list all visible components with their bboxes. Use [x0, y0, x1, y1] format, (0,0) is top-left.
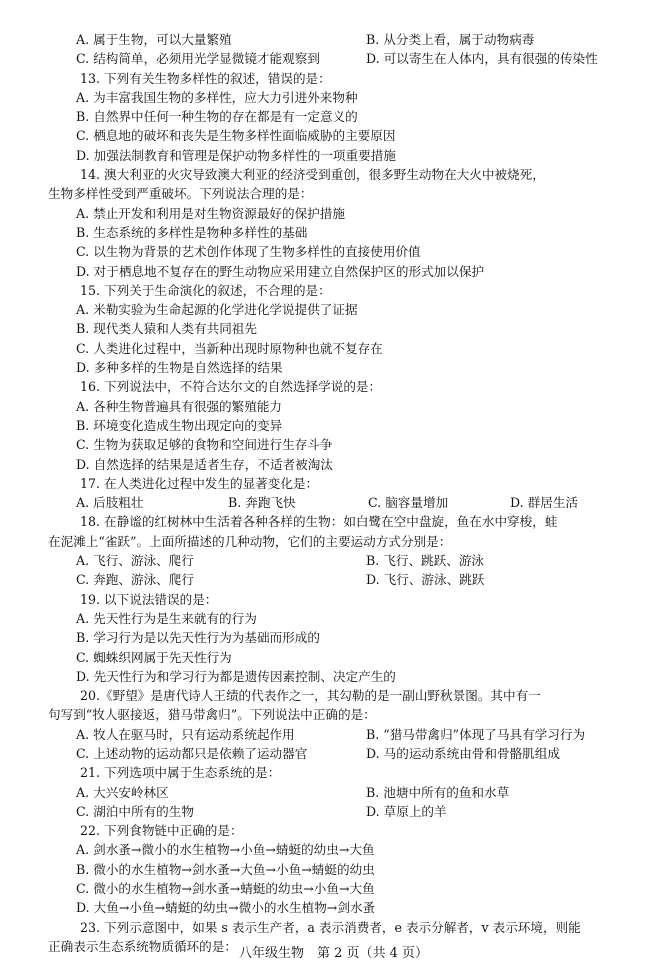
option: B. 微小的水生植物→剑水蚤→大鱼→小鱼→蜻蜓的幼虫 [76, 861, 375, 877]
option: A. 大兴安岭林区 [76, 784, 169, 800]
option: D. 大鱼→小鱼→蜻蜓的幼虫→微小的水生植物→剑水蚤 [76, 900, 376, 916]
option-row [48, 30, 638, 49]
question-18-cont: 在泥滩上“雀跃”。上面所描述的几种动物，它们的主要运动方式分别是： [48, 533, 452, 549]
option: C. 栖息地的破坏和丧失是生物多样性面临威胁的主要原因 [76, 128, 396, 144]
question-14: 14. 澳大利亚的火灾导致澳大利亚的经济受到重创，很多野生动物在大火中被烧死， [80, 167, 545, 183]
option: A. 飞行、游泳、爬行 [76, 553, 194, 569]
question-23: 23. 下列示意图中，如果 s 表示生产者，a 表示消费者，e 表示分解者，v 表示环境，则能 [80, 919, 581, 935]
question-17: 17. 在人类进化过程中发生的显著变化是： [80, 475, 319, 491]
question-19: 19. 以下说法错误的是： [80, 591, 218, 607]
question-15: 15. 下列关于生命演化的叙述，不合理的是： [80, 282, 331, 298]
question-18: 18. 在静谧的红树林中生活着各种各样的生物：如白鹭在空中盘旋，鱼在水中穿梭，蛙 [80, 514, 558, 530]
option: C. 微小的水生植物→剑水蚤→蜻蜓的幼虫→小鱼→大鱼 [76, 881, 375, 897]
option: B. 奔跑飞快 [228, 495, 296, 511]
option: D. 对于栖息地不复存在的野生动物应采用建立自然保护区的形式加以保护 [76, 263, 485, 279]
option: D. 飞行、游泳、跳跃 [366, 572, 485, 588]
option: A. 先天性行为是生来就有的行为 [76, 610, 257, 626]
option: B. “猎马带禽归”体现了马具有学习行为 [366, 726, 586, 742]
option: A. 禁止开发和利用是对生物资源最好的保护措施 [76, 205, 345, 221]
option: D. 多种多样的生物是自然选择的结果 [76, 360, 283, 376]
option: A. 剑水蚤→微小的水生植物→小鱼→蜻蜓的幼虫→大鱼 [76, 842, 375, 858]
option: B. 从分类上看，属于动物病毒 [366, 32, 535, 47]
option: C. 结构简单，必须用光学显微镜才能观察到 [76, 51, 320, 67]
option: D. 自然选择的结果是适者生存，不适者被淘汰 [76, 456, 333, 472]
question-22: 22. 下列食物链中正确的是： [80, 823, 243, 839]
option: B. 自然界中任何一种生物的存在都是有一定意义的 [76, 109, 358, 125]
exam-page [48, 30, 638, 956]
option-row [48, 725, 638, 744]
option: D. 加强法制教育和管理是保护动物多样性的一项重要措施 [76, 147, 396, 163]
question-20-cont: 句写到“牧人驱接返，猎马带禽归”。下列说法中正确的是： [48, 707, 376, 723]
option: C. 人类进化过程中，当新种出现时原物种也就不复存在 [76, 340, 383, 356]
option-row [48, 49, 638, 68]
option: B. 生态系统的多样性是物种多样性的基础 [76, 224, 308, 240]
page-footer: 八年级生物 第 2 页（共 4 页） [238, 946, 429, 961]
question-23-cont: 正确表示生态系统物质循环的是： [48, 938, 237, 954]
option: C. 上述动物的运动都只是依赖了运动器官 [76, 745, 308, 761]
option-row [48, 802, 638, 821]
option: B. 现代类人猿和人类有共同祖先 [76, 321, 257, 337]
option: C. 奔跑、游泳、爬行 [76, 572, 194, 588]
option: C. 脑容量增加 [368, 495, 449, 511]
option: A. 牧人在驱马时，只有运动系统起作用 [76, 726, 295, 742]
option: B. 池塘中所有的鱼和水草 [366, 784, 510, 800]
option-row [48, 570, 638, 589]
question-21: 21. 下列选项中属于生态系统的是： [80, 765, 281, 781]
question-14-cont: 生物多样性受到严重破坏。下列说法合理的是： [48, 186, 313, 202]
option: C. 蜘蛛织网属于先天性行为 [76, 649, 232, 665]
option: A. 属于生物，可以大量繁殖 [76, 32, 232, 47]
option: A. 米勒实验为生命起源的化学进化学说提供了证据 [76, 302, 358, 318]
option-row [48, 493, 638, 512]
option-row [48, 783, 638, 802]
option: D. 群居生活 [510, 495, 579, 511]
option: B. 学习行为是以先天性行为为基础而形成的 [76, 630, 320, 646]
option: D. 草原上的羊 [366, 803, 447, 819]
option: B. 环境变化造成生物出现定向的变异 [76, 417, 283, 433]
option: D. 可以寄生在人体内，具有很强的传染性 [366, 51, 598, 67]
option: A. 后肢粗壮 [76, 495, 144, 511]
option: C. 湖泊中所有的生物 [76, 803, 194, 819]
option: C. 以生物为背景的艺术创作体现了生物多样性的直接使用价值 [76, 244, 421, 260]
question-20: 20.《野望》是唐代诗人王绩的代表作之一，其勾勒的是一副山野秋景图。其中有一 [80, 688, 541, 704]
option: A. 各种生物普遍具有很强的繁殖能力 [76, 398, 283, 414]
option-row [48, 551, 638, 570]
option: C. 生物为获取足够的食物和空间进行生存斗争 [76, 437, 333, 453]
question-16: 16. 下列说法中，不符合达尔文的自然选择学说的是： [80, 379, 382, 395]
option: D. 先天性行为和学习行为都是遗传因素控制、决定产生的 [76, 668, 396, 684]
question-13: 13. 下列有关生物多样性的叙述，错误的是： [80, 70, 331, 86]
option: B. 飞行、跳跃、游泳 [366, 553, 485, 569]
option: D. 马的运动系统由骨和骨骼肌组成 [366, 745, 560, 761]
option-row [48, 744, 638, 763]
option: A. 为丰富我国生物的多样性，应大力引进外来物种 [76, 89, 358, 105]
